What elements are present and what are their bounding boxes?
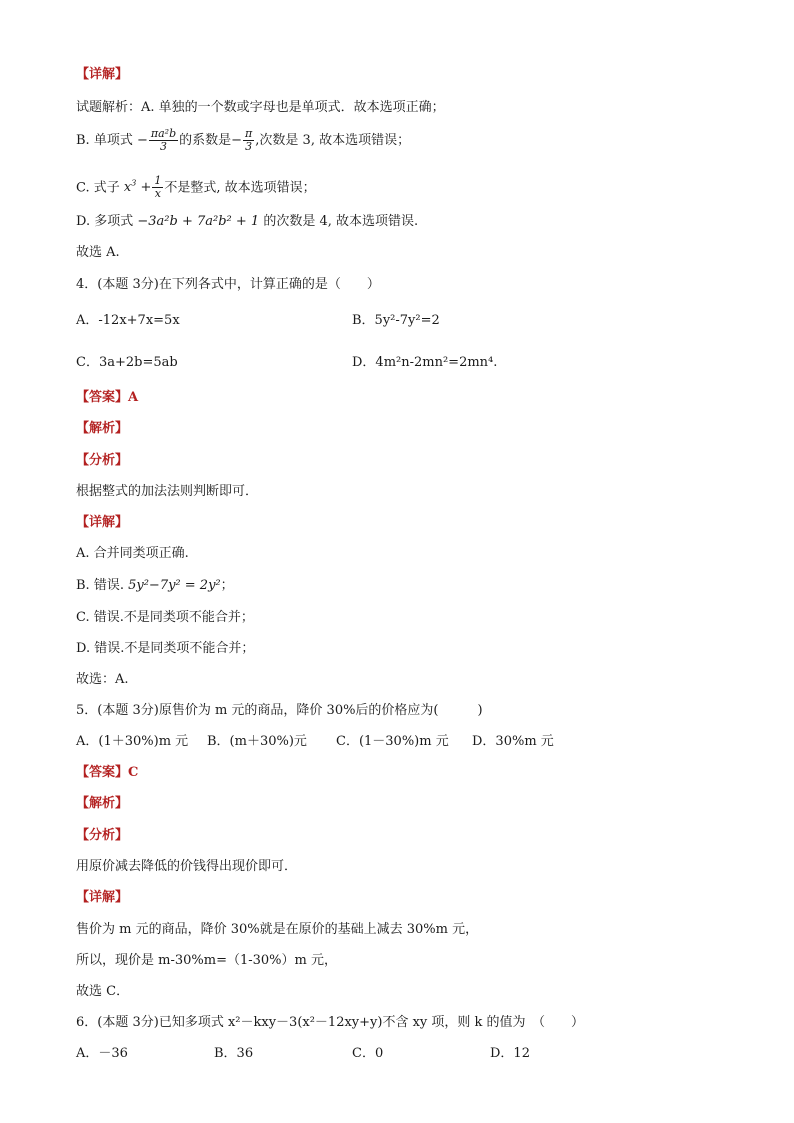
solution-b-mid: 的系数是 xyxy=(179,133,232,148)
solution-line-b: B. 单项式 − $\frac{\text{πa²b}}{3}$ 的系数是− $\frac{\pi}{3}$ ,次数是 3, 故本选项错误； xyxy=(76,127,411,153)
q6-option-d: D．12 xyxy=(490,1046,530,1061)
heading-xiangjie: 【详解】 xyxy=(76,67,129,82)
solution-c-suffix: 不是整式, 故本选项错误； xyxy=(164,180,316,196)
solution-line-a: 试题解析：A. 单独的一个数或字母也是单项式．故本选项正确； xyxy=(76,100,445,115)
fraction-pi-a2b-over-3: $\frac{\text{πa²b}}{3}$ xyxy=(150,127,177,153)
q5-detail-2: 所以，现价是 m-30%m=（1-30%）m 元， xyxy=(76,953,337,968)
q5-answer: 【答案】C xyxy=(76,765,139,780)
q4-option-c: C．3a+2b=5ab xyxy=(76,355,178,370)
fraction-pi-over-3: $\frac{\pi}{3}$ xyxy=(245,127,253,153)
q4-detail-c: C. 错误.不是同类项不能合并； xyxy=(76,610,254,625)
q5-option-a: A．(1＋30%)m 元 xyxy=(76,734,189,749)
solution-b-prefix: B. 单项式 xyxy=(76,133,133,148)
polynomial-expression: −3a²b + 7a²b² + 1 xyxy=(137,214,260,229)
q4-detail-b-expression: 5y²−7y² = 2y² xyxy=(128,578,221,593)
q5-choice: 故选 C． xyxy=(76,984,130,999)
solution-line-c: C. 式子 $x^3$ + $\frac{1}{x}$ 不是整式, 故本选项错误； xyxy=(76,174,316,201)
q4-choice: 故选：A. xyxy=(76,672,129,687)
solution-line-d xyxy=(76,213,418,231)
fraction-1-over-x: $\frac{1}{x}$ xyxy=(154,174,162,201)
q4-detail-b: B. 错误. 5y²−7y² = 2y²； xyxy=(76,578,234,593)
solution-d-prefix: D. 多项式 xyxy=(76,214,134,229)
q4-detail-b-prefix: B. 错误. xyxy=(76,578,124,593)
solution-d-suffix: 的次数是 4, 故本选项错误. xyxy=(263,214,419,229)
solution-c-prefix: C. 式子 xyxy=(76,180,120,196)
solution-choice: 故选 A. xyxy=(76,245,120,260)
q6-option-a: A．－36 xyxy=(76,1046,128,1061)
q5-option-d: D．30%m 元 xyxy=(472,734,554,749)
q4-option-a: A．-12x+7x=5x xyxy=(76,313,180,328)
q6-option-c: C．0 xyxy=(352,1046,384,1061)
q6-option-b: B．36 xyxy=(214,1046,254,1061)
q4-xiangjie: 【详解】 xyxy=(76,515,129,530)
q5-jiexi: 【解析】 xyxy=(76,796,129,811)
solution-b-suffix: ,次数是 3, 故本选项错误； xyxy=(255,133,411,148)
q4-jiexi: 【解析】 xyxy=(76,421,129,436)
q4-fenxi: 【分析】 xyxy=(76,453,129,468)
question-4-stem: 4．(本题 3分)在下列各式中，计算正确的是（ ） xyxy=(76,277,380,292)
q4-answer: 【答案】A xyxy=(76,390,139,405)
q5-detail-1: 售价为 m 元的商品，降价 30%就是在原价的基础上减去 30%m 元， xyxy=(76,922,479,937)
q5-xiangjie: 【详解】 xyxy=(76,890,129,905)
q4-option-b: B．5y²-7y²=2 xyxy=(352,313,440,328)
q5-fenxi: 【分析】 xyxy=(76,828,129,843)
q5-option-b: B．(m＋30%)元 xyxy=(207,734,307,749)
q4-analysis: 根据整式的加法法则判断即可． xyxy=(76,484,259,499)
q5-option-c: C．(1－30%)m 元 xyxy=(336,734,449,749)
q4-detail-d: D. 错误.不是同类项不能合并； xyxy=(76,641,255,656)
q4-detail-a: A. 合并同类项正确. xyxy=(76,546,189,561)
question-6-stem: 6．(本题 3分)已知多项式 x²－kxy－3(x²－12xy+y)不含 xy 项，则 k 的值为 （ ） xyxy=(76,1015,585,1030)
q4-option-d: D．4m²n-2mn²=2mn⁴. xyxy=(352,355,498,370)
question-5-stem: 5．(本题 3分)原售价为 m 元的商品，降价 30%后的价格应为( ) xyxy=(76,703,483,718)
q5-analysis: 用原价减去降低的价钱得出现价即可． xyxy=(76,859,298,874)
